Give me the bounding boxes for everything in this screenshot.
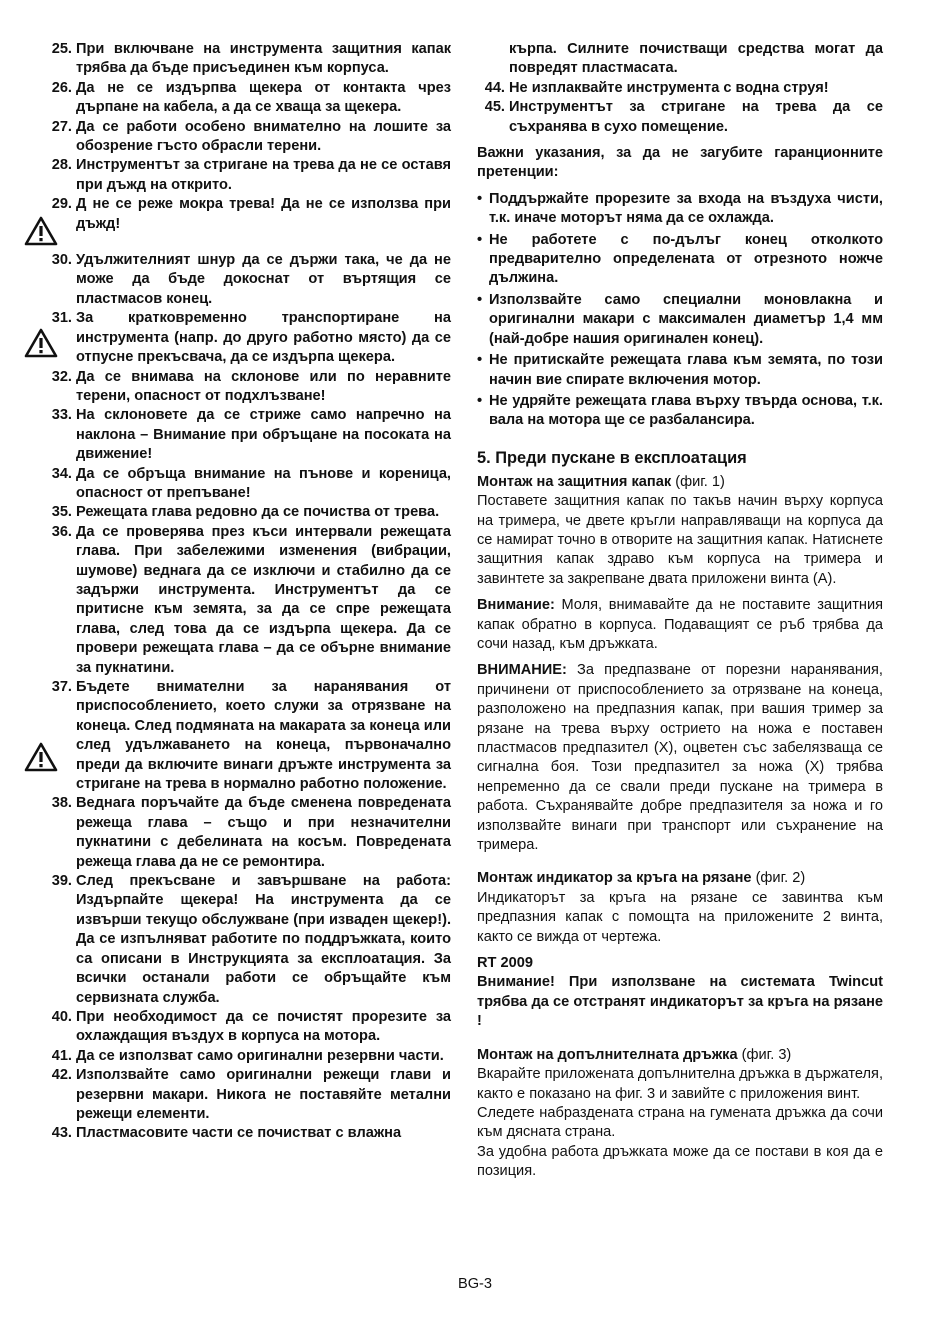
item-number: 42. xyxy=(51,1067,72,1084)
handle-paragraph: Следете набраздената страна на гумената дръжка да сочи към дясната страна. xyxy=(477,1104,883,1141)
attention-note xyxy=(477,596,883,654)
safety-item-27 xyxy=(44,118,451,157)
handle-paragraph: Вкарайте приложената допълнителна дръжка в държателя, както е показано на фиг. 3 и завийте с приложения винт. xyxy=(477,1066,883,1102)
safety-item-42 xyxy=(44,1066,451,1124)
warranty-bullet: • Поддържайте прорезите за входа на въздуха чисти, т.к. иначе моторът няма да се охлажда. xyxy=(477,190,883,227)
warranty-bullet: • Не работете с по-дълъг конец отколкото предварително определената от отрезното ножче дължина. xyxy=(477,231,883,287)
item-number: 30. xyxy=(51,252,72,269)
handle-heading: Монтаж на допълнителната дръжка xyxy=(477,1046,738,1063)
left-column xyxy=(44,40,451,1144)
item-number: 33. xyxy=(51,407,72,424)
item-number: 39. xyxy=(51,873,72,890)
section-title: 5. Преди пускане в експлоатация xyxy=(477,448,747,467)
item-text: Използвайте само оригинални режещи глави и резервни макари. Никога не поставяйте метални режещи елементи. xyxy=(76,1067,451,1122)
safety-item-43 xyxy=(44,1124,451,1143)
guard-fig-ref: (фиг. 1) xyxy=(671,473,725,490)
handle-paragraph: За удобна работа дръжката може да се постави в коя да е позиция. xyxy=(477,1143,883,1180)
safety-item-36 xyxy=(44,523,451,678)
indicator-heading: Монтаж индикатор за кръга на рязане xyxy=(477,870,752,887)
right-column xyxy=(477,40,883,1182)
warranty-bullet-text: Не удряйте режещата глава върху твърда основа, т.к. вала на мотора ще се разбалансира. xyxy=(489,392,883,429)
safety-item-41 xyxy=(44,1047,451,1066)
item-text: Да се използват само оригинални резервни части. xyxy=(76,1047,444,1064)
caution-note xyxy=(477,661,883,855)
item-number: 35. xyxy=(51,504,72,521)
item-text: кърпа. Силните почистващи средства могат да повредят пластмасата. xyxy=(509,41,883,77)
item-text: Да се внимава на склонове или по неравните терени, опасност от подхлъзване! xyxy=(76,368,451,404)
warranty-heading: Важни указания, за да не загубите гаранционните претенции: xyxy=(477,145,883,181)
indicator-fig-ref: (фиг. 2) xyxy=(751,870,806,887)
item-number: 43. xyxy=(51,1125,72,1142)
item-number: 34. xyxy=(51,465,72,482)
attention-text: Моля, внимавайте да не поставите защитния капак обратно в корпуса. Подаващият се ръб трябва да сочи назад, към дръжката. xyxy=(477,597,883,652)
item-text: Да се работи особено внимателно на лошите за обозрение гъсто обрасли терени. xyxy=(76,118,451,155)
item-number: 45. xyxy=(484,99,505,116)
item-text: Д не се реже мокра трева! Да не се използва при дъжд! xyxy=(76,196,451,232)
item-text: При необходимост да се почистят прорезите за охлаждащия въздух в корпуса на мотора. xyxy=(76,1008,451,1045)
safety-item-29 xyxy=(44,195,451,234)
safety-item-39 xyxy=(44,872,451,1008)
item-number: 25. xyxy=(51,41,72,57)
item-number: 41. xyxy=(51,1047,72,1064)
item-number: 28. xyxy=(51,157,72,174)
item-text: Инструментът за стригане на трева да се съхранява в сухо помещение. xyxy=(509,99,883,135)
handle-mounting xyxy=(477,1046,883,1182)
safety-item-45 xyxy=(477,98,883,137)
indicator-mounting xyxy=(477,869,883,947)
item-text: Пластмасовите части се почистват с влажна xyxy=(76,1125,402,1142)
item-text: Удължителният шнур да се държи така, че да не може да бъде докоснат от въртящия се пластмасов конец. xyxy=(76,252,451,307)
indicator-text: Индикаторът за кръга на рязане се завинтва към предпазния капак с помощта на приложените 2 винта, както се вижда от чертежа. xyxy=(477,889,883,945)
item-number: 36. xyxy=(51,523,72,540)
safety-item-44 xyxy=(477,79,883,98)
item-text: След прекъсване и завършване на работа: Издърпайте щекера! На инструмента да се извърши текущо обслужване (при изваден щекер!). Да се изпълняват работите по поддръжката, които са описани в Инструкцията за експлоатация. За всички останали работи се обръщайте към сервизната служба. xyxy=(76,873,451,1006)
safety-item-34 xyxy=(44,465,451,504)
guard-mounting xyxy=(477,473,883,589)
item-text: При включване на инструмента защитния капак трябва да бъде присъединен към корпуса. xyxy=(76,41,451,77)
warranty-bullet-text: Не притискайте режещата глава към земята, по този начин вие спирате включения мотор. xyxy=(489,352,883,388)
warranty-bullet-text: Използвайте само специални моновлакна и оригинални макари с максимален диаметър 1,4 мм (най-добре нашия оригинален конец). xyxy=(489,291,883,347)
item-number: 44. xyxy=(484,79,505,96)
item-text: Да се обръща внимание на пънове и кореница, опасност от препъване! xyxy=(76,465,451,501)
guard-heading: Монтаж на защитния капак xyxy=(477,473,672,490)
safety-item-30 xyxy=(44,251,451,309)
item-text: Да не се издърпва щекера от контакта чрез дърпане на кабела, а да се хваща за щекера. xyxy=(76,79,451,116)
safety-item-38 xyxy=(44,794,451,872)
item-number: 37. xyxy=(51,679,72,695)
twincut-note: Внимание! При използване на системата Twincut трябва да се отстранят индикаторът за кръга на рязане ! xyxy=(477,974,883,1030)
item-text: Веднага поръчайте да бъде сменена повредената режеща глава – също и при незначителни пукнатини с дебелината на косъм. Повредената режеща глава да не се ремонтира. xyxy=(76,795,451,870)
safety-item-40 xyxy=(44,1008,451,1047)
item-number: 40. xyxy=(51,1008,72,1025)
handle-fig-ref: (фиг. 3) xyxy=(737,1046,792,1063)
caution-label: ВНИМАНИЕ: xyxy=(477,662,567,679)
item-text: Да се проверява през къси интервали режещата глава. При забележими изменения (вибрации, шумове) веднага да се изключи и стабилно да се задържи инструмента. Инструментът да се притисне към земята, за да се спре режещата глава, след това да се издърпа щекера. Да се провери режещата глава – да се обърне внимание за пукнатини. xyxy=(76,523,451,676)
item-text: Не изплаквайте инструмента с водна струя! xyxy=(509,79,829,96)
safety-item-32 xyxy=(44,368,451,407)
item-text: Режещата глава редовно да се почиства от трева. xyxy=(76,504,440,521)
warranty-bullet: • Не притискайте режещата глава към земята, по този начин вие спирате включения мотор. xyxy=(477,352,883,388)
warranty-bullet-text: Не работете с по-дълъг конец отколкото предварително определената от отрезното ножче дължина. xyxy=(489,231,883,287)
item-text: Инструментът за стригане на трева да не се оставя при дъжд на открито. xyxy=(76,157,451,193)
item-text: За кратковременно транспортиране на инструмента (напр. до друго работно място) да се отпусне прекъсвача, да се издърпа щекера. xyxy=(76,310,451,366)
page-number: BG-3 xyxy=(457,1276,493,1292)
safety-item-43-continuation xyxy=(477,40,883,79)
safety-item-37 xyxy=(44,678,451,794)
safety-item-26 xyxy=(44,79,451,118)
warranty-bullet: • Използвайте само специални моновлакна и оригинални макари с максимален диаметър 1,4 мм (най-добре нашия оригинален конец). xyxy=(477,291,883,347)
item-number: 32. xyxy=(51,368,72,385)
model-label: RT 2009 xyxy=(477,955,533,972)
safety-item-35 xyxy=(44,503,451,522)
item-number: 26. xyxy=(51,79,72,96)
attention-label: Внимание: xyxy=(477,597,555,614)
warranty-bullet-text: Поддържайте прорезите за входа на въздуха чисти, т.к. иначе моторът няма да се охлажда. xyxy=(489,190,883,227)
caution-text: За предпазване от порезни наранявания, причинени от приспособлението за отрязване на конеца, разположено на предпазния капак, при вашия тример за рязане на трева върху острието на ножа е поставен пластмасов предпазител (X), оцветен със забелязваща се сигнална боя. Този предпазител за ножа (X) трябва непременно да се свали преди пускане на тримера в работа. Съхранявайте добре предпазителя за ножа и го използвайте винаги при транспорт или съхранение на тримера. xyxy=(477,662,883,854)
item-number: 27. xyxy=(51,118,72,135)
safety-item-25 xyxy=(44,40,451,79)
item-text: Бъдете внимателни за наранявания от приспособлението, което служи за отрязване на конеца. След подмяната на макарата за конеца или след удължаването на конеца, първоначално преди да включите винаги дръжте инструмента за стригане на трева в нормално работно положение. xyxy=(76,679,451,793)
item-number: 38. xyxy=(51,795,72,812)
safety-item-28 xyxy=(44,156,451,195)
guard-text: Поставете защитния капак по такъв начин върху корпуса на тримера, че двете кръгли направляващи на корпуса да се намират точно в отворите на защитния капак. Натиснете защитния капак здраво към корпуса на тримера и завинтете за закрепване двата приложени винта (A). xyxy=(477,493,883,587)
safety-item-33 xyxy=(44,406,451,464)
safety-item-31 xyxy=(44,309,451,367)
warranty-bullet: • Не удряйте режещата глава върху твърда основа, т.к. вала на мотора ще се разбалансира. xyxy=(477,392,883,429)
item-number: 29. xyxy=(51,196,72,213)
item-number: 31. xyxy=(51,310,72,327)
item-text: На склоновете да се стриже само напречно на наклона – Внимание при обръщане на посоката на движение! xyxy=(76,407,451,463)
